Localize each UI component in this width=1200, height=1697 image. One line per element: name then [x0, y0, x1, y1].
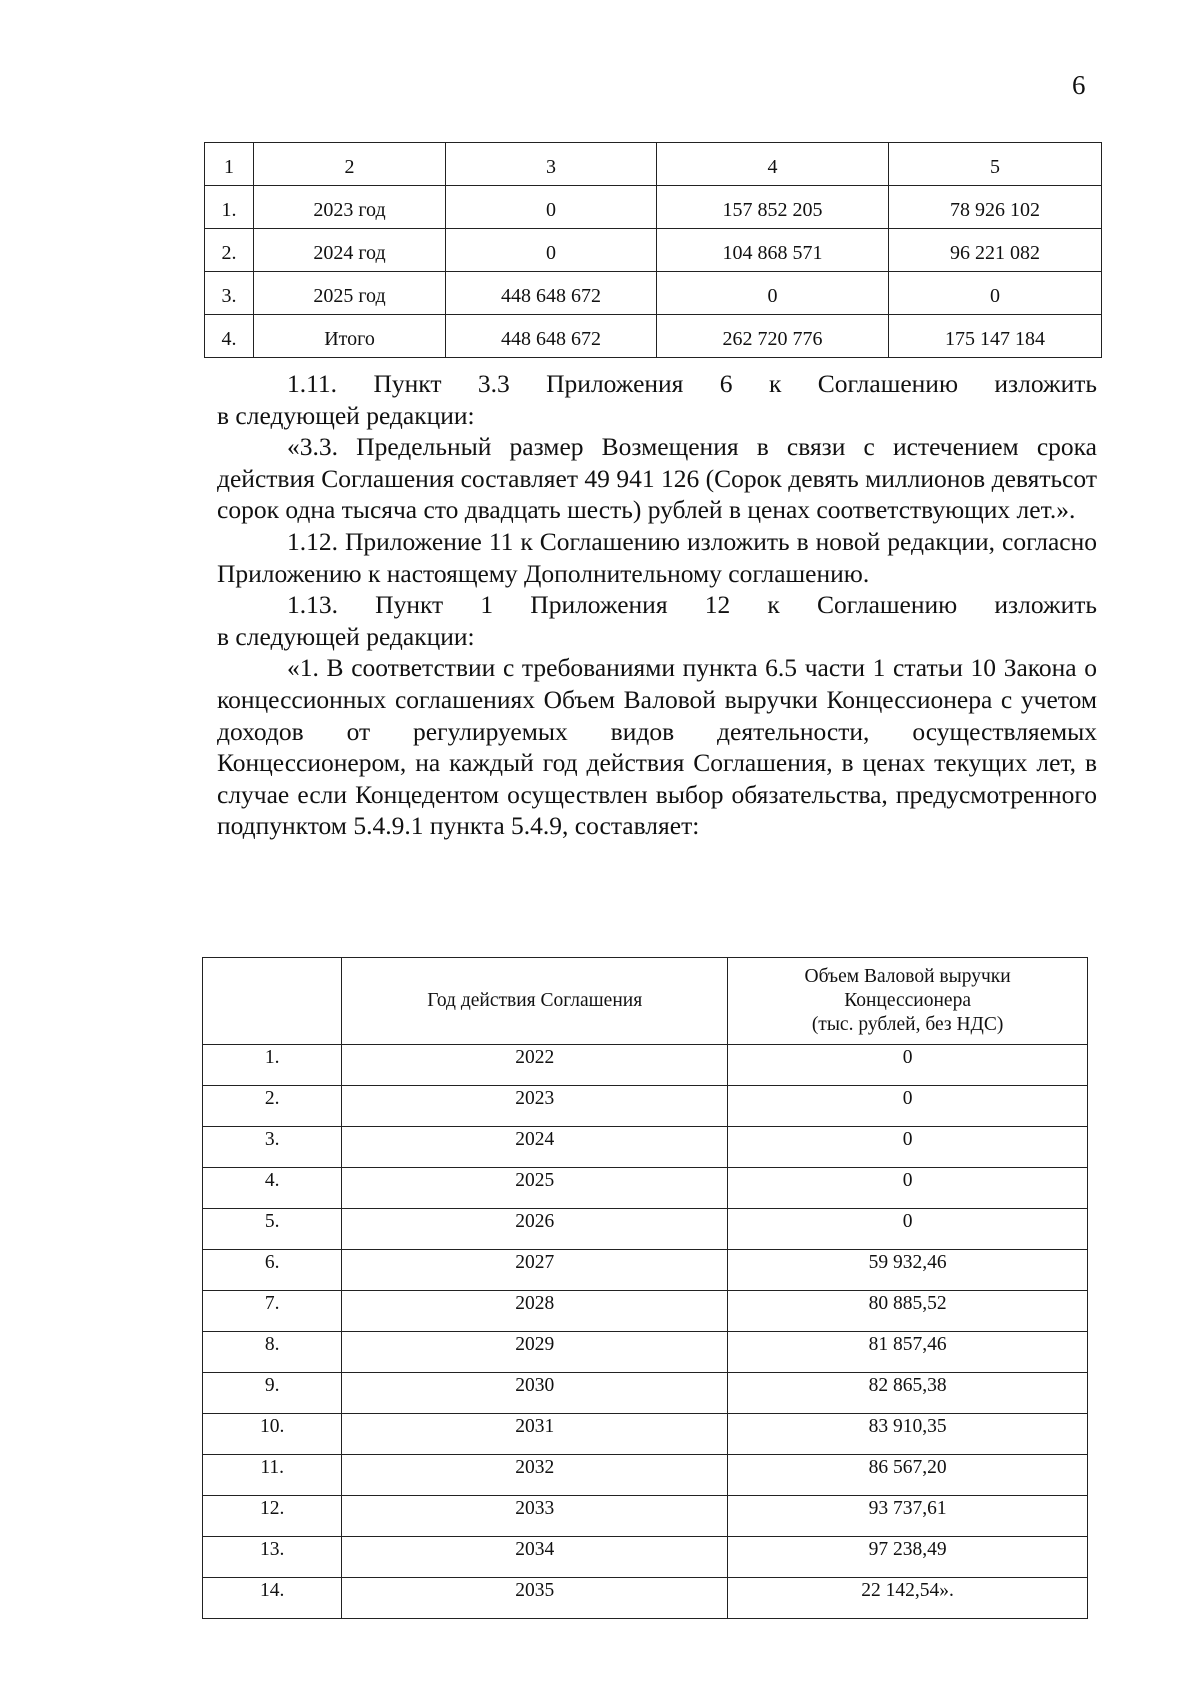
revenue-cell: 0: [728, 1045, 1088, 1086]
row-number-cell: 2.: [203, 1086, 342, 1127]
year-cell: 2028: [342, 1291, 728, 1332]
table-row: [203, 1209, 1088, 1250]
year-cell: 2026: [342, 1209, 728, 1250]
value-cell: 448 648 672: [446, 272, 657, 315]
header-revenue-line: (тыс. рублей, без НДС): [811, 1014, 1004, 1035]
paragraph-1-quote: «1. В соответствии с требованиями пункта 6.5 части 1 статьи 10 Закона о концессионных соглашениях Объем Валовой выручки Концессионера с учетом доходов от регулируемых видов деятельности, осуществляемых Концессионером, на каждый год действия Соглашения, в ценах текущих лет, в случае если Концедентом осуществлен выбор обязательства, предусмотренного подпунктом 5.4.9.1 пункта 5.4.9, составляет:: [217, 653, 1097, 841]
revenue-cell: 0: [728, 1086, 1088, 1127]
period-cell: Итого: [254, 315, 446, 358]
table-row: [205, 272, 1102, 315]
table-row: [203, 1250, 1088, 1291]
table-row: [203, 1578, 1088, 1619]
table-row: [203, 1496, 1088, 1537]
row-number-cell: 3.: [205, 272, 254, 315]
value-cell: 0: [446, 186, 657, 229]
period-cell: 2025 год: [254, 272, 446, 315]
paragraph-1-11: 1.11. Пункт 3.3 Приложения 6 к Соглашению изложить: [287, 369, 1097, 398]
paragraph-1-13-continued: в следующей редакции:: [217, 621, 475, 651]
period-cell: 2023 год: [254, 186, 446, 229]
revenue-cell: 93 737,61: [728, 1496, 1088, 1537]
document-body: [217, 368, 1097, 842]
row-number-cell: 11.: [203, 1455, 342, 1496]
revenue-cell: 0: [728, 1127, 1088, 1168]
row-number-cell: 1.: [203, 1045, 342, 1086]
table-header-row: [205, 143, 1102, 186]
header-revenue-line: Концессионера: [844, 990, 971, 1011]
paragraph-1-12: 1.12. Приложение 11 к Соглашению изложить в новой редакции, согласно Приложению к настоящему Дополнительному соглашению.: [217, 526, 1097, 588]
year-cell: 2029: [342, 1332, 728, 1373]
row-number-cell: 5.: [203, 1209, 342, 1250]
paragraph-1-13: 1.13. Пункт 1 Приложения 12 к Соглашению изложить: [287, 590, 1097, 620]
revenue-cell: 97 238,49: [728, 1537, 1088, 1578]
value-cell: 448 648 672: [446, 315, 657, 358]
table-row: [203, 1291, 1088, 1332]
row-number-cell: 2.: [205, 229, 254, 272]
paragraph-1-11-continued: в следующей редакции:: [217, 400, 475, 430]
revenue-cell: 81 857,46: [728, 1332, 1088, 1373]
period-cell: 2024 год: [254, 229, 446, 272]
year-cell: 2022: [342, 1045, 728, 1086]
value-cell: 157 852 205: [657, 186, 889, 229]
revenue-cell: 0: [728, 1209, 1088, 1250]
row-number-cell: 4.: [205, 315, 254, 358]
table-row: [203, 1455, 1088, 1496]
revenue-schedule-table: [204, 142, 1102, 358]
value-cell: 0: [446, 229, 657, 272]
year-cell: 2032: [342, 1455, 728, 1496]
value-cell: 0: [657, 272, 889, 315]
header-cell-year: Год действия Соглашения: [342, 958, 728, 1045]
year-cell: 2025: [342, 1168, 728, 1209]
value-cell: 0: [889, 272, 1102, 315]
table-row: [203, 1373, 1088, 1414]
revenue-cell: 59 932,46: [728, 1250, 1088, 1291]
revenue-cell: 0: [728, 1168, 1088, 1209]
table-total-row: [205, 315, 1102, 358]
header-revenue-line: Объем Валовой выручки: [804, 966, 1011, 987]
year-cell: 2034: [342, 1537, 728, 1578]
year-cell: 2033: [342, 1496, 728, 1537]
row-number-cell: 3.: [203, 1127, 342, 1168]
revenue-cell: 82 865,38: [728, 1373, 1088, 1414]
row-number-cell: 6.: [203, 1250, 342, 1291]
year-cell: 2030: [342, 1373, 728, 1414]
page-number: 6: [1072, 70, 1086, 100]
revenue-cell: 86 567,20: [728, 1455, 1088, 1496]
table-row: [203, 1537, 1088, 1578]
row-number-cell: 14.: [203, 1578, 342, 1619]
row-number-cell: 10.: [203, 1414, 342, 1455]
table-row: [203, 1045, 1088, 1086]
column-number-cell: 5: [889, 143, 1102, 186]
year-cell: 2023: [342, 1086, 728, 1127]
row-number-cell: 9.: [203, 1373, 342, 1414]
table-header-row: [203, 958, 1088, 1045]
header-cell-revenue: [728, 958, 1088, 1045]
column-number-cell: 1: [205, 143, 254, 186]
year-cell: 2027: [342, 1250, 728, 1291]
table-row: [205, 186, 1102, 229]
revenue-cell: 80 885,52: [728, 1291, 1088, 1332]
row-number-cell: 4.: [203, 1168, 342, 1209]
value-cell: 96 221 082: [889, 229, 1102, 272]
table-row: [203, 1086, 1088, 1127]
row-number-cell: 7.: [203, 1291, 342, 1332]
revenue-cell: 83 910,35: [728, 1414, 1088, 1455]
year-cell: 2031: [342, 1414, 728, 1455]
row-number-cell: 13.: [203, 1537, 342, 1578]
column-number-cell: 3: [446, 143, 657, 186]
value-cell: 78 926 102: [889, 186, 1102, 229]
table-row: [203, 1127, 1088, 1168]
year-cell: 2024: [342, 1127, 728, 1168]
row-number-cell: 1.: [205, 186, 254, 229]
value-cell: 104 868 571: [657, 229, 889, 272]
year-cell: 2035: [342, 1578, 728, 1619]
column-number-cell: 4: [657, 143, 889, 186]
gross-revenue-table: [202, 957, 1088, 1619]
table-row: [203, 1168, 1088, 1209]
paragraph-3-3-quote: «3.3. Предельный размер Возмещения в связи с истечением срока действия Соглашения составляет 49 941 126 (Сорок девять миллионов девятьсот сорок одна тысяча сто двадцать шесть) рублей в ценах соответствующих лет.».: [217, 432, 1097, 525]
revenue-cell: 22 142,54».: [728, 1578, 1088, 1619]
table-row: [205, 229, 1102, 272]
row-number-cell: 8.: [203, 1332, 342, 1373]
table-row: [203, 1332, 1088, 1373]
header-cell-number: [203, 958, 342, 1045]
value-cell: 262 720 776: [657, 315, 889, 358]
table-row: [203, 1414, 1088, 1455]
column-number-cell: 2: [254, 143, 446, 186]
value-cell: 175 147 184: [889, 315, 1102, 358]
row-number-cell: 12.: [203, 1496, 342, 1537]
